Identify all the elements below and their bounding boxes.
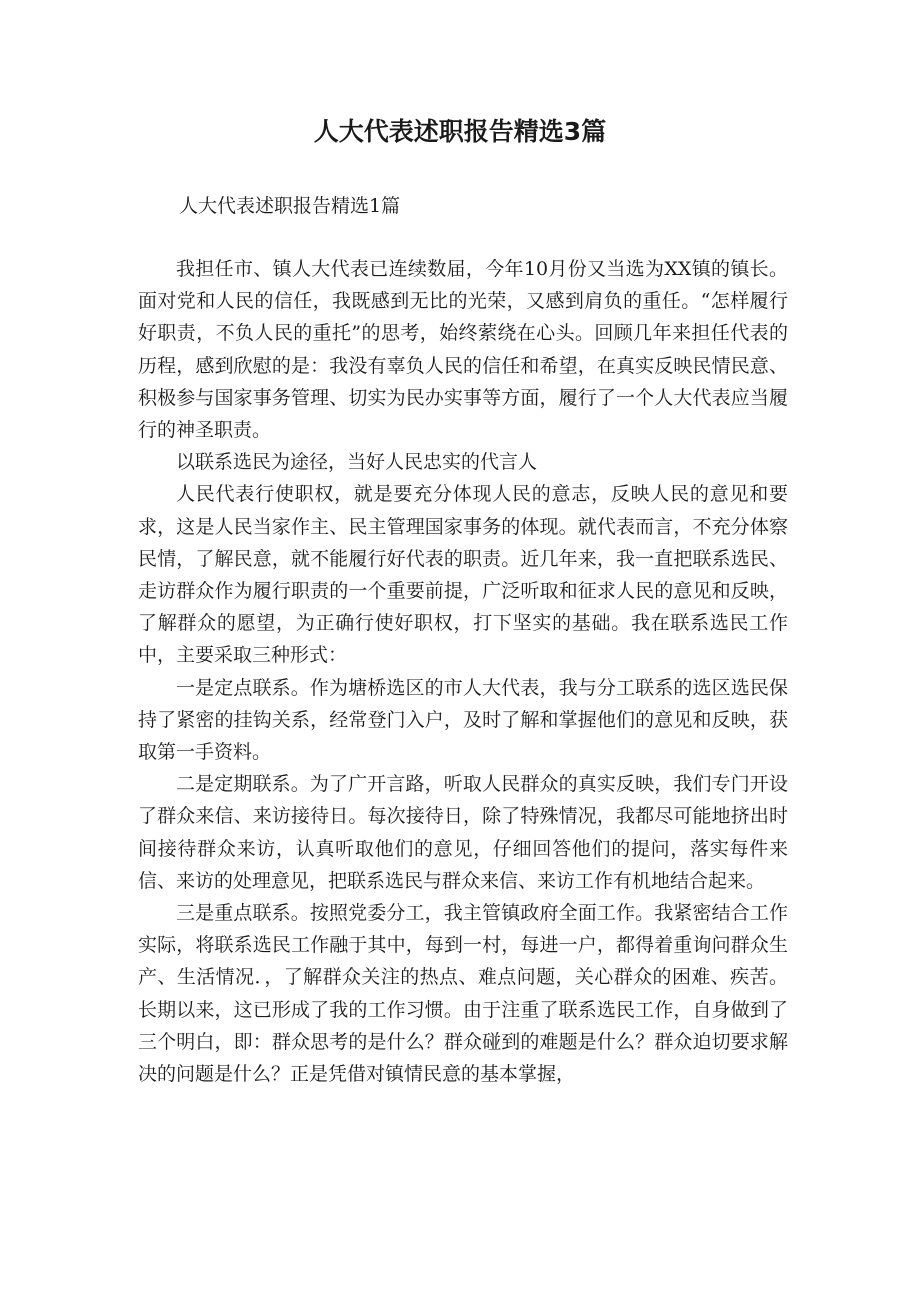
paragraph-heading: 以联系选民为途径，当好人民忠实的代言人 <box>176 451 538 474</box>
document-body <box>138 253 788 1090</box>
document-title: 人大代表述职报告精选3篇 <box>313 117 607 146</box>
section-subtitle: 人大代表述职报告精选1篇 <box>179 195 401 217</box>
paragraph-fixed-contact: 一是定点联系。作为塘桥选区的市人大代表，我与分工联系的选区选民保持了紧密的挂钩关系，经常登门入户，及时了解和掌握他们的意见和反映，获取第一手资料。 <box>138 676 788 764</box>
paragraph-intro: 我担任市、镇人大代表已连续数届，今年10月份又当选为XX镇的镇长。面对党和人民的信任，我既感到无比的光荣，又感到肩负的重任。“怎样履行好职责，不负人民的重托”的思考，始终萦绕在心头。回顾几年来担任代表的历程，感到欣慰的是：我没有辜负人民的信任和希望，在真实反映民情民意、积极参与国家事务管理、切实为民办实事等方面，履行了一个人大代表应当履行的神圣职责。 <box>138 258 788 442</box>
paragraph-representative-duties: 人民代表行使职权，就是要充分体现人民的意志，反映人民的意见和要求，这是人民当家作主、民主管理国家事务的体现。就代表而言，不充分体察民情，了解民意，就不能履行好代表的职责。近几年来，我一直把联系选民、走访群众作为履行职责的一个重要前提，广泛听取和征求人民的意见和反映，了解群众的愿望，为正确行使好职权，打下坚实的基础。我在联系选民工作中，主要采取三种形式： <box>138 483 788 667</box>
paragraph-regular-contact: 二是定期联系。为了广开言路，听取人民群众的真实反映，我们专门开设了群众来信、来访接待日。每次接待日，除了特殊情况，我都尽可能地挤出时间接待群众来访，认真听取他们的意见，仔细回答他们的提问，落实每件来信、来访的处理意见，把联系选民与群众来信、来访工作有机地结合起来。 <box>138 773 788 892</box>
paragraph-key-contact: 三是重点联系。按照党委分工，我主管镇政府全面工作。我紧密结合工作实际，将联系选民工作融于其中，每到一村，每进一户，都得着重询问群众生产、生活情况．，了解群众关注的热点、难点问题，关心群众的困难、疾苦。长期以来，这已形成了我的工作习惯。由于注重了联系选民工作，自身做到了三个明白，即：群众思考的是什么？群众碰到的难题是什么？群众迫切要求解决的问题是什么？正是凭借对镇情民意的基本掌握， <box>138 902 788 1086</box>
